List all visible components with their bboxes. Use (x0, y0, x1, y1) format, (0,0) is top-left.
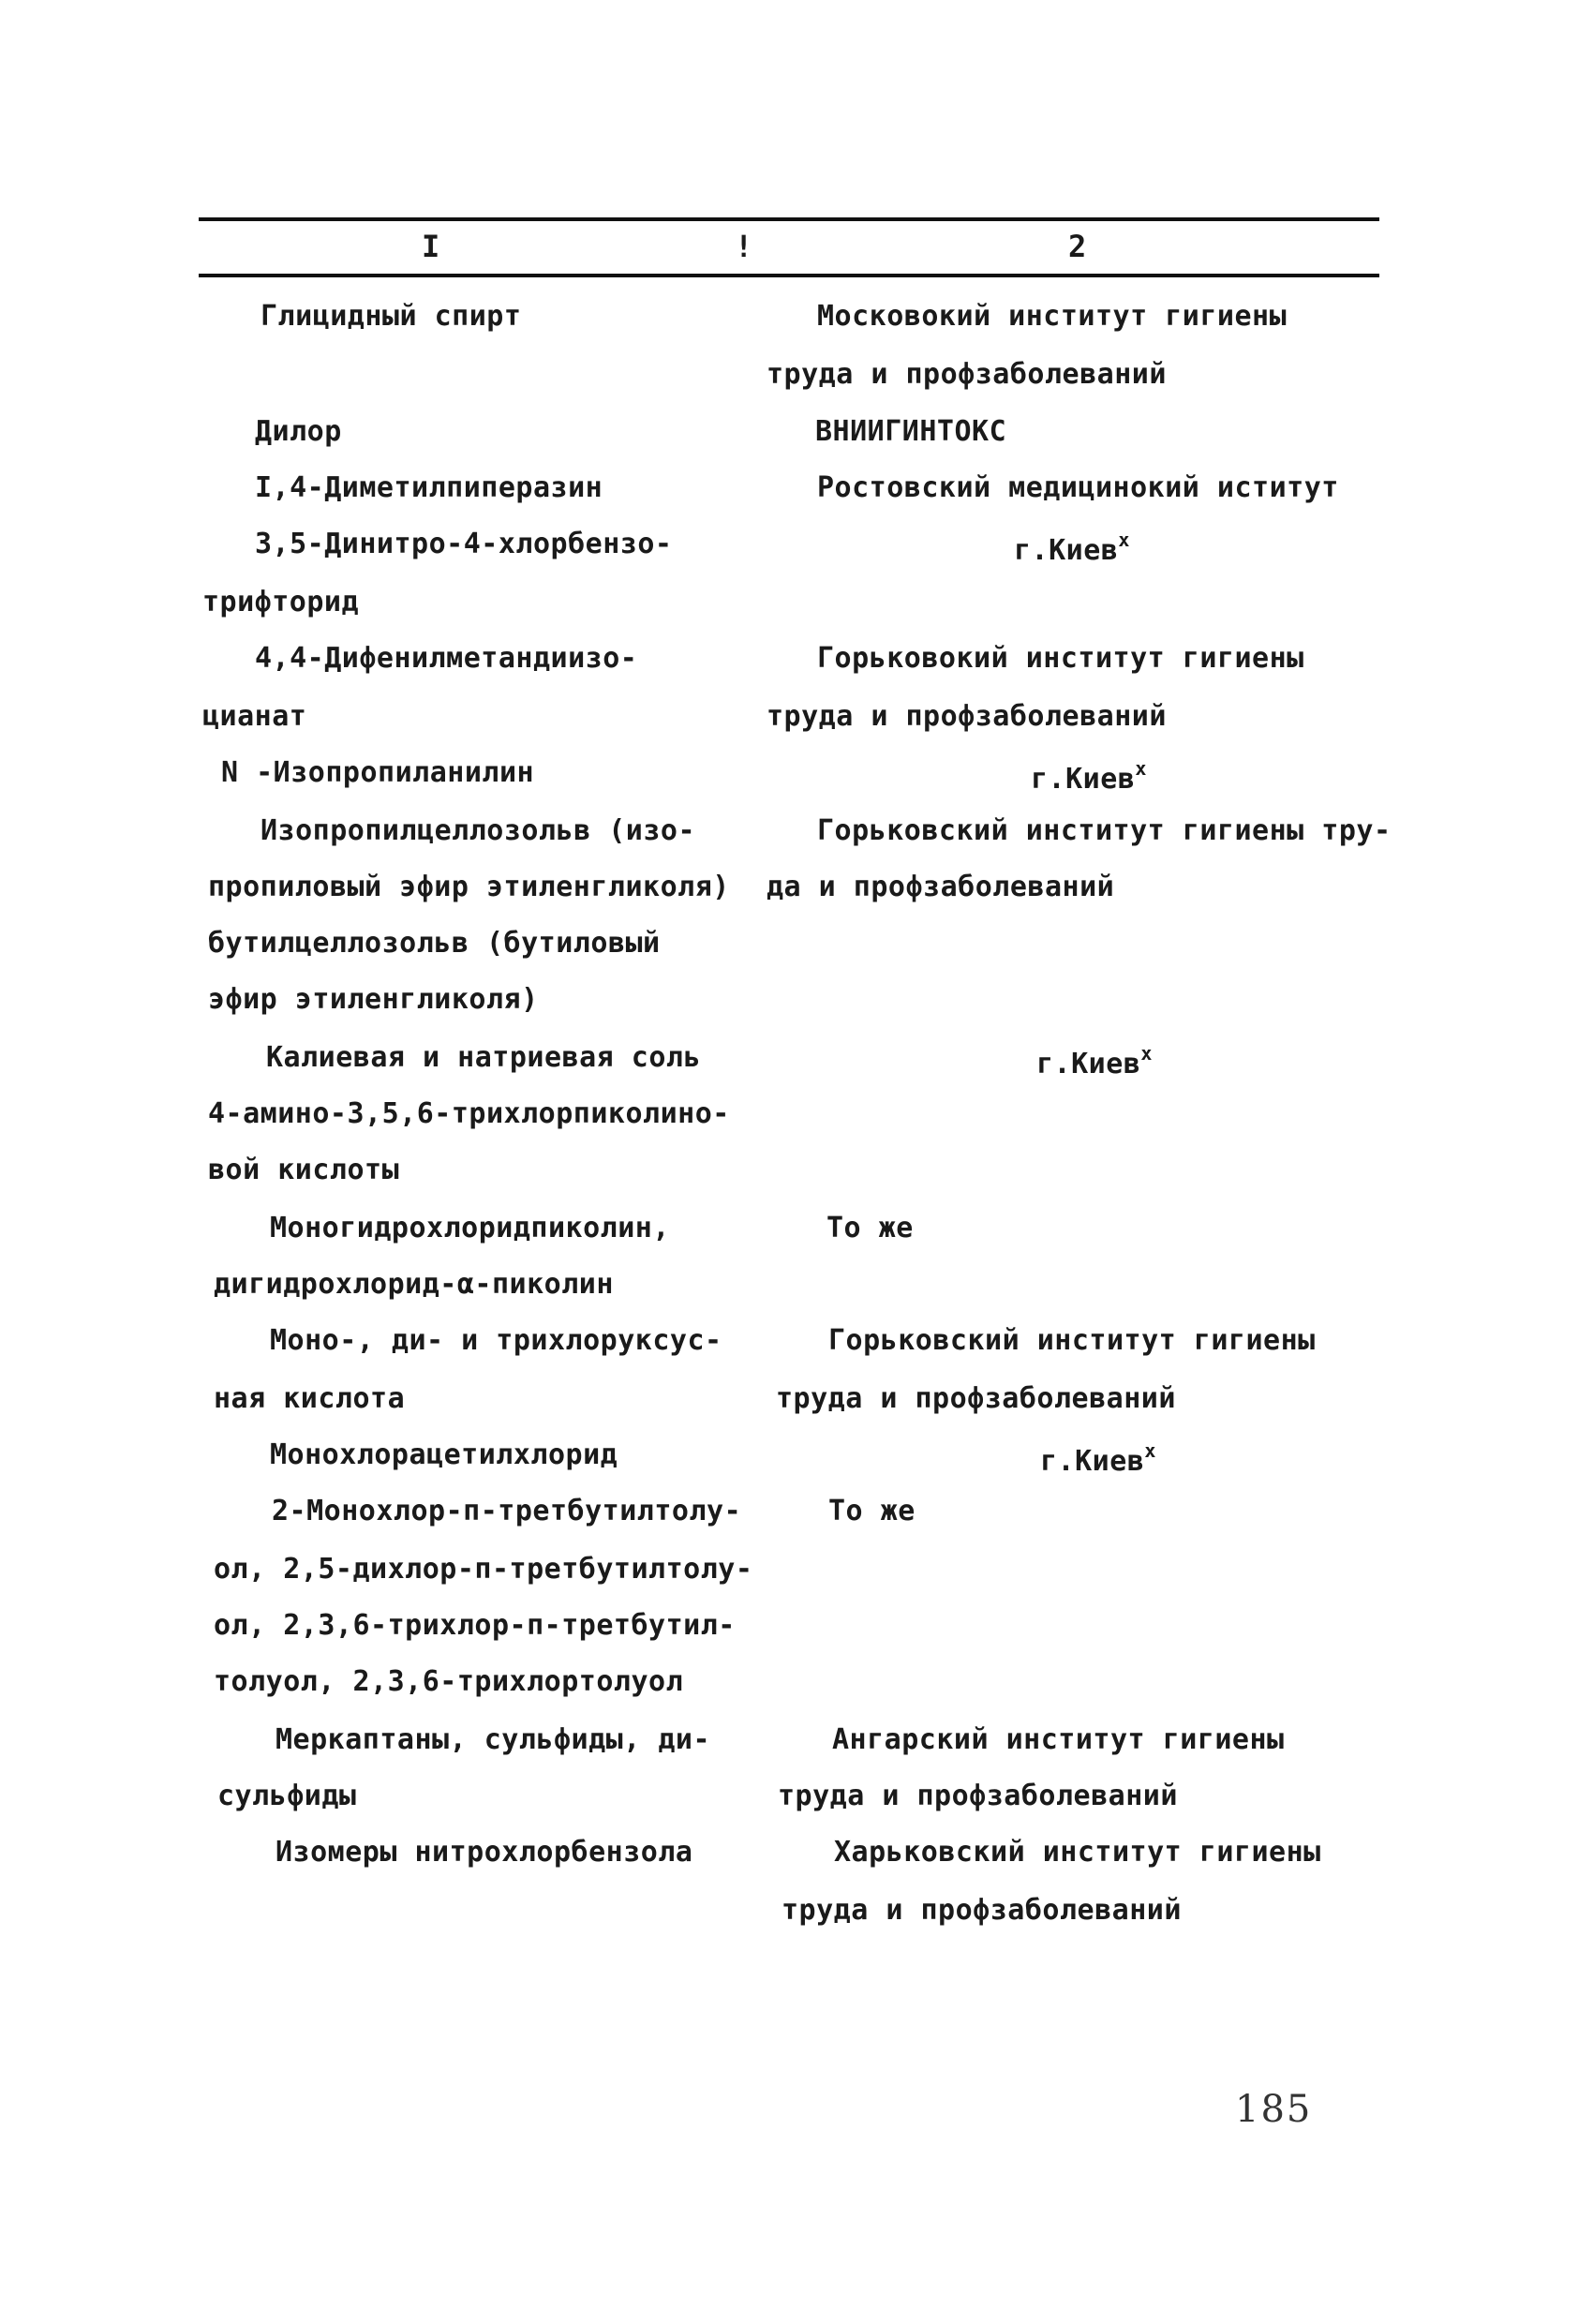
substance-line: вой кислоты (208, 1154, 400, 1186)
substance-line: Изомеры нитрохлорбензола (275, 1836, 693, 1869)
substance-line: 4-амино-3,5,6-трихлорпиколино- (208, 1097, 730, 1130)
substance-line: Моногидрохлоридпиколин, (270, 1212, 670, 1244)
substance-line: 2-Монохлор-п-третбутилтолу- (272, 1495, 742, 1527)
footnote-mark: x (1135, 757, 1147, 780)
column-separator: ! (735, 229, 753, 264)
institute-line: да и профзаболеваний (767, 871, 1115, 903)
substance-line: ол, 2,5-дихлор-п-третбутилтолу- (214, 1553, 753, 1586)
substance-line: Изопропилцеллозольв (изо- (261, 814, 696, 847)
institute-line: Горьковокий институт гигиены (817, 642, 1304, 675)
substance-line: I,4-Диметилпиперазин (255, 471, 603, 504)
institute-line: Горьковский институт гигиены тру- (817, 814, 1392, 847)
substance-line: N -Изопропиланилин (221, 756, 535, 789)
substance-line: 4,4-Дифенилметандиизо- (255, 642, 638, 675)
substance-line: Глицидный спирт (261, 300, 522, 333)
institute-line: То же (826, 1212, 914, 1244)
institute-line: г.Киев$^x$ (1036, 1042, 1153, 1080)
substance-line: 3,5-Динитро-4-хлорбензо- (255, 528, 673, 560)
substance-line: ная кислота (214, 1382, 406, 1415)
substance-line: пропиловый эфир этиленгликоля) (208, 871, 730, 903)
institute-line: Ангарский институт гигиены (832, 1723, 1285, 1756)
column-header-1: I (422, 229, 440, 264)
substance-line: бутилцеллозольв (бутиловый (208, 927, 661, 960)
substance-line: ол, 2,3,6-трихлор-п-третбутил- (214, 1609, 736, 1642)
substance-line: Дилор (255, 415, 342, 448)
substance-line: Монохлорацетилхлорид (270, 1438, 618, 1471)
page-number: 185 (1235, 2088, 1313, 2131)
table-header-rule (199, 274, 1379, 277)
substance-line: толуол, 2,3,6-трихлортолуол (214, 1665, 684, 1698)
institute-line: То же (828, 1495, 916, 1527)
institute-line: г.Киев$^x$ (1031, 757, 1147, 796)
footnote-mark: x (1144, 1439, 1156, 1462)
institute-line: труда и профзаболеваний (776, 1382, 1176, 1415)
substance-line: Калиевая и натриевая соль (266, 1041, 702, 1074)
footnote-mark: x (1118, 529, 1130, 551)
institute-line: труда и профзаболеваний (767, 358, 1167, 391)
institute-line: труда и профзаболеваний (767, 700, 1167, 733)
substance-line: дигидрохлорид-α-пиколин (214, 1268, 614, 1301)
institute-line: труда и профзаболеваний (782, 1894, 1182, 1927)
substance-line: сульфиды (217, 1780, 357, 1812)
column-header-2: 2 (1068, 229, 1087, 264)
institute-line: Горьковский институт гигиены (828, 1324, 1316, 1357)
substance-line: трифторид (202, 586, 360, 618)
institute-line: г.Киев$^x$ (1040, 1439, 1156, 1478)
institute-line: труда и профзаболеваний (778, 1780, 1178, 1812)
substance-line: эфир этиленгликоля) (208, 983, 539, 1016)
footnote-mark: x (1140, 1042, 1153, 1065)
substance-line: цианат (202, 700, 307, 733)
institute-line: г.Киев$^x$ (1014, 529, 1130, 567)
substance-line: Меркаптаны, сульфиды, ди- (275, 1723, 711, 1756)
institute-line: Московокий институт гигиены (817, 300, 1288, 333)
institute-line: Харьковский институт гигиены (834, 1836, 1321, 1869)
table-top-rule (199, 217, 1379, 221)
institute-line: ВНИИГИНТОКС (815, 415, 1007, 448)
institute-line: Ростовский медицинокий иститут (817, 471, 1339, 504)
substance-line: Моно-, ди- и трихлоруксус- (270, 1324, 722, 1357)
